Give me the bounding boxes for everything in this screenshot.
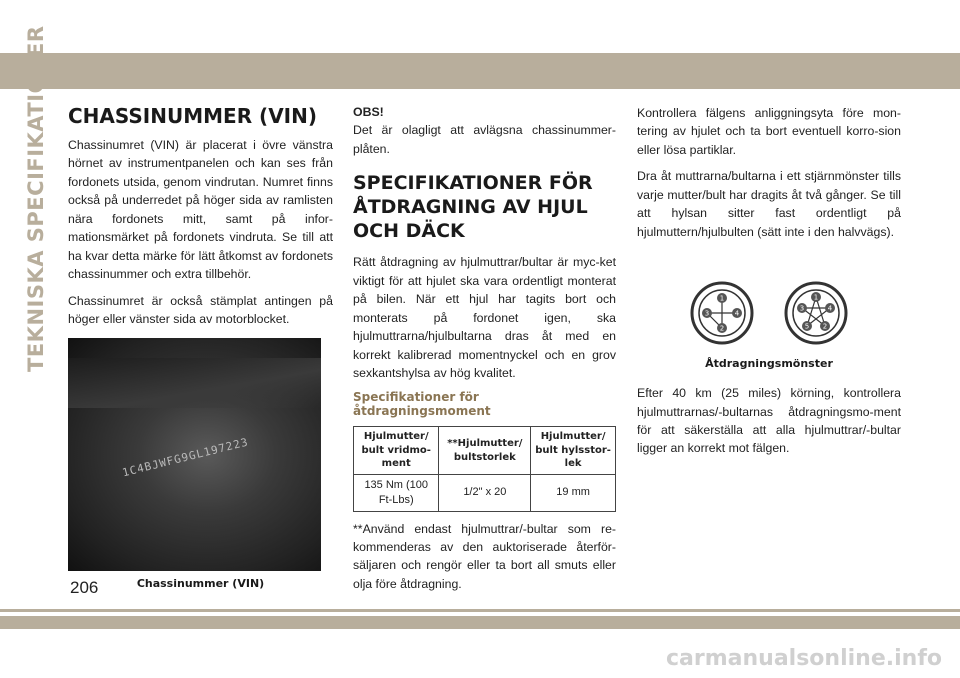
note-text: Det är olagligt att avlägsna chassinummer-plåten. bbox=[353, 123, 616, 156]
pattern-paragraph-2: Dra åt muttrarna/bultarna i ett stjärnmönster tills varje mutter/bult har dragits åt två gånger. Se till att hylsan sitter fast ordentligt på hjulmuttern/hjulbulten (sätt inte i den halvvägs). bbox=[637, 169, 901, 239]
lug-label: 5 bbox=[804, 322, 810, 331]
vin-paragraph-1: Chassinumret (VIN) är placerat i övre vänstra hörnet av instrumentpanelen och kan ses från fordonets utsida, genom vindrutan. Numret finns också på underredet på höger sida av ramlisten nära fordonets mitt, samt på infor-mationsmärket på fordonets vindruta. Se till att ha kvar detta märke för lätt åtkomst av fordonets chassinummer och extra tillbehör. bbox=[68, 138, 333, 282]
footer-line bbox=[0, 609, 960, 612]
footer-band bbox=[0, 616, 960, 629]
tightening-diagrams bbox=[637, 281, 901, 345]
lug-label: 3 bbox=[799, 304, 805, 313]
table-row bbox=[354, 474, 616, 511]
vin-photo-caption: Chassinummer (VIN) bbox=[136, 577, 265, 591]
table-header-row bbox=[354, 427, 616, 475]
header-band bbox=[0, 53, 960, 89]
lug-label: 2 bbox=[719, 324, 725, 333]
table-cell-size: 1/2" x 20 bbox=[439, 474, 531, 511]
note-title: OBS! bbox=[353, 105, 384, 119]
lug-label: 1 bbox=[719, 294, 725, 303]
site-watermark: carmanualsonline.info bbox=[666, 646, 942, 671]
table-cell-socket: 19 mm bbox=[531, 474, 616, 511]
lug-label: 4 bbox=[827, 304, 833, 313]
lug-label: 1 bbox=[813, 293, 819, 302]
torque-subheading: Specifikationer för åtdragningsmoment bbox=[353, 390, 491, 419]
pattern-paragraph-1: Kontrollera fälgens anliggningsyta före mon-tering av hjulet och ta bort eventuell korro-sion eller lösa partiklar. bbox=[637, 106, 901, 157]
table-cell-torque: 135 Nm (100 Ft-Lbs) bbox=[354, 474, 439, 511]
lug-label: 3 bbox=[704, 309, 710, 318]
vin-heading: CHASSINUMMER (VIN) bbox=[68, 104, 317, 128]
page-number: 206 bbox=[70, 578, 99, 597]
torque-heading: SPECIFIKATIONER FÖR ÅTDRAGNING AV HJUL OCH DÄCK bbox=[353, 172, 593, 242]
torque-paragraph: Rätt åtdragning av hjulmuttrar/bultar är myc-ket viktigt för att hjulet ska vara ordentligt monterat på bilen. När ett hjul har tagits bort och monterats på fordonet igen, ska hjulmuttrarna/hjulbultarna dras åt med en korrekt kalibrerad momentnyckel och en grov sexkantshylsa av hög kvalitet. bbox=[353, 255, 616, 380]
lug-label: 4 bbox=[734, 309, 740, 318]
pattern-caption: Åtdragningsmönster bbox=[705, 357, 833, 371]
torque-footnote: **Använd endast hjulmuttrar/-bultar som re-kommenderas av den auktoriserade återför-säljaren och rengör eller ta bort all smuts eller olja före åtdragning. bbox=[353, 521, 616, 591]
vin-photo bbox=[68, 338, 321, 571]
column-pattern bbox=[637, 104, 901, 466]
dashboard-shape bbox=[68, 358, 321, 408]
section-side-title: TEKNISKA SPECIFIKATIONER bbox=[24, 25, 48, 372]
wheel-4-lug-icon bbox=[690, 281, 754, 345]
pattern-paragraph-3: Efter 40 km (25 miles) körning, kontrollera hjulmuttrarnas/-bultarnas åtdragningsmo-ment för att säkerställa att alla hjulmuttrar/-bultar ligger an korrekt mot fälgen. bbox=[637, 386, 901, 456]
lug-label: 2 bbox=[822, 322, 828, 331]
column-torque bbox=[353, 104, 616, 601]
wheel-5-lug-icon bbox=[784, 281, 848, 345]
vin-paragraph-2: Chassinumret är också stämplat antingen på höger eller vänster sida av motorblocket. bbox=[68, 293, 333, 326]
vin-plate-text: 1C4BJWFG9GL197223 bbox=[120, 435, 250, 480]
table-header-socket: Hjulmutter/ bult hylsstor-lek bbox=[531, 427, 616, 475]
table-header-size: **Hjulmutter/ bultstorlek bbox=[439, 427, 531, 475]
table-header-torque: Hjulmutter/ bult vridmo-ment bbox=[354, 427, 439, 475]
torque-spec-table bbox=[353, 426, 616, 511]
column-vin bbox=[68, 104, 333, 590]
